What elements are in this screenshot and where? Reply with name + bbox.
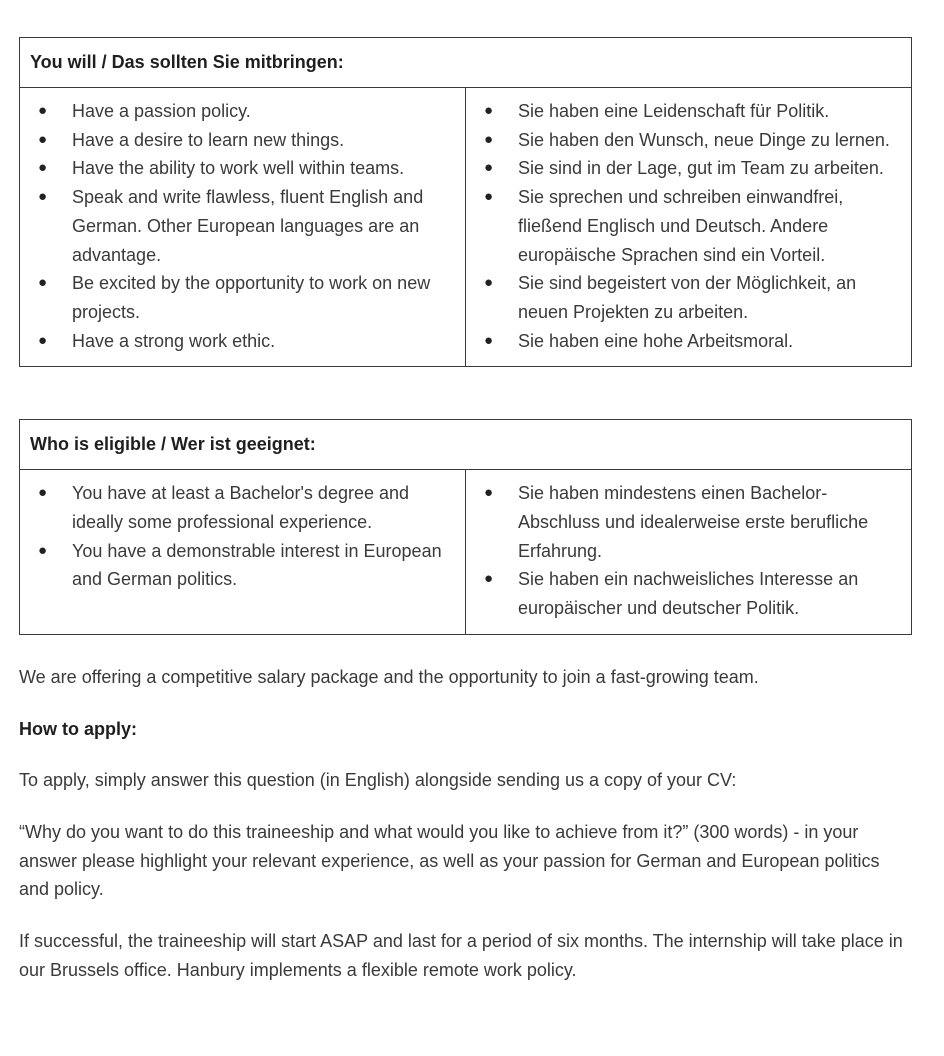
- eligibility-english-column: [20, 470, 466, 635]
- list-item: ● Sie sprechen und schreiben einwandfrei, fließend Englisch und Deutsch. Andere europäische Sprachen sind ein Vorteil.: [466, 183, 905, 269]
- list-item: ● You have a demonstrable interest in European and German politics.: [20, 537, 459, 594]
- list-item: ● Have a desire to learn new things.: [20, 126, 459, 155]
- how-to-apply-heading: How to apply:: [19, 718, 137, 739]
- requirements-table-header: [20, 38, 912, 88]
- eligibility-table-header: [20, 420, 912, 470]
- list-item: ● Sie haben eine hohe Arbeitsmoral.: [466, 327, 905, 356]
- list-item: ● Sie sind begeistert von der Möglichkeit, an neuen Projekten zu arbeiten.: [466, 269, 905, 326]
- requirements-heading-en: You will /: [30, 52, 112, 73]
- eligibility-heading-en: Who is eligible /: [30, 434, 172, 455]
- offer-paragraph: We are offering a competitive salary package and the opportunity to join a fast-growing team.: [19, 666, 759, 687]
- list-item: ● You have at least a Bachelor's degree and ideally some professional experience.: [20, 479, 459, 536]
- requirements-german-column: [466, 88, 912, 367]
- requirements-heading-de: Das sollten Sie mitbringen:: [111, 52, 344, 73]
- list-item: ● Speak and write flawless, fluent English and German. Other European languages are an advantage.: [20, 183, 459, 269]
- list-item: ● Have a strong work ethic.: [20, 327, 459, 356]
- requirements-table: [19, 37, 912, 367]
- list-item: ● Be excited by the opportunity to work on new projects.: [20, 269, 459, 326]
- requirements-english-column: [20, 88, 466, 367]
- eligibility-heading-de: Wer ist geeignet:: [171, 434, 316, 455]
- list-item: ● Sie haben eine Leidenschaft für Politik.: [466, 97, 905, 126]
- list-item: ● Have a passion policy.: [20, 97, 459, 126]
- list-item: ● Have the ability to work well within teams.: [20, 154, 459, 183]
- list-item: ● Sie haben den Wunsch, neue Dinge zu lernen.: [466, 126, 905, 155]
- list-item: ● Sie haben mindestens einen Bachelor-Abschluss und idealerweise erste berufliche Erfahrung.: [466, 479, 905, 565]
- closing-paragraph: If successful, the traineeship will start ASAP and last for a period of six months. The internship will take place in our Brussels office. Hanbury implements a flexible remote work policy.: [19, 931, 903, 980]
- eligibility-german-column: [466, 470, 912, 635]
- apply-instruction-paragraph: To apply, simply answer this question (in English) alongside sending us a copy of your CV:: [19, 770, 737, 791]
- list-item: ● Sie sind in der Lage, gut im Team zu arbeiten.: [466, 154, 905, 183]
- question-paragraph: “Why do you want to do this traineeship and what would you like to achieve from it?” (300 words) - in your answer please highlight your relevant experience, as well as your passion for German and European politics and policy.: [19, 821, 880, 900]
- eligibility-table: [19, 419, 912, 635]
- list-item: ● Sie haben ein nachweisliches Interesse an europäischer und deutscher Politik.: [466, 565, 905, 622]
- document-page: [19, 37, 912, 984]
